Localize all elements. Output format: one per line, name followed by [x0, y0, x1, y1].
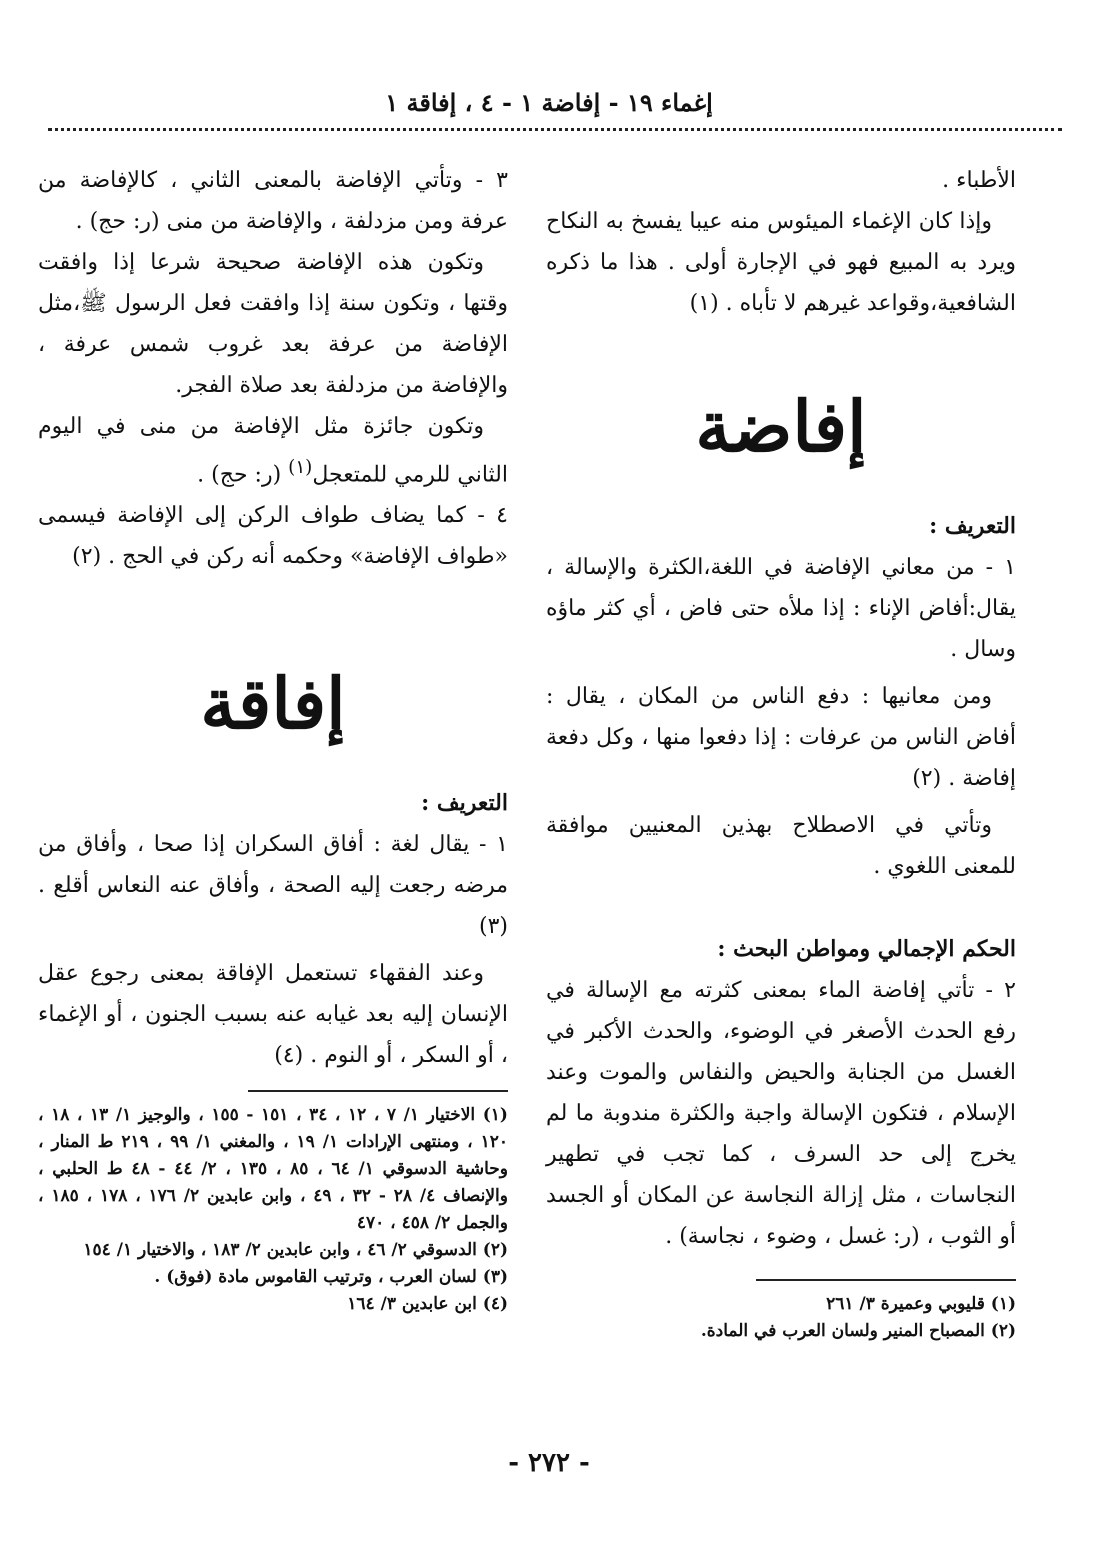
paragraph: ٤ - كما يضاف طواف الركن إلى الإفاضة فيسمى «طواف الإفاضة» وحكمه أنه ركن في الحج . (٢): [38, 503, 508, 570]
definition-heading: التعريف :: [421, 790, 508, 817]
paragraph: وعند الفقهاء تستعمل الإفاقة بمعنى رجوع عقل الإنسان إليه بعد غيابه عنه بسبب الجنون ، أو الإغماء ، أو السكر ، أو النوم . (٤): [38, 961, 508, 1069]
footnote-marker: (١): [288, 457, 313, 478]
footnote-rule: [248, 1090, 508, 1092]
paragraph: ومن معانيها : دفع الناس من المكان ، يقال : أفاض الناس من عرفات : إذا دفعوا منها ، وكل دفعة إفاضة . (٢): [546, 684, 1016, 791]
footnote: (١) الاختيار ١/ ٧ ، ١٢ ، ٣٤ ، ١٥١ - ١٥٥ ، والوجيز ١/ ١٣ ، ١٨ ، ١٢٠ ، ومنتهى الإرادات ١/ ١٩ ، والمغني ١/ ٩٩ ، ٢١٩ ط المنار ، وحاشية الدسوقي ١/ ٦٤ ، ٨٥ ، ١٣٥ ، ٢/ ٤٤ - ٤٨ ط الحلبي ، والإنصاف ٤/ ٢٨ - ٣٢ ، ٤٩ ، وابن عابدين ٢/ ١٧٦ ، ١٧٨ ، ١٨٥ ، والجمل ٢/ ٤٥٨ ، ٤٧٠: [38, 1105, 509, 1234]
paragraph: ٣ - وتأتي الإفاضة بالمعنى الثاني ، كالإفاضة من عرفة ومن مزدلفة ، والإفاضة من منى (ر: حج) .: [38, 168, 508, 234]
entry-title-ifada: إفاضة: [695, 385, 867, 468]
footnote: (٢) الدسوقي ٢/ ٤٦ ، وابن عابدين ٢/ ١٨٣ ، والاختيار ١/ ١٥٤: [83, 1240, 508, 1261]
paragraph: وتأتي في الاصطلاح بهذين المعنيين موافقة للمعنى اللغوي .: [546, 813, 1016, 879]
paragraph-text: (ر: حج) .: [197, 462, 282, 488]
right-column: [546, 160, 1016, 1345]
entry-title-ifaqa: إفاقة: [200, 662, 346, 746]
intro-line: الأطباء .: [942, 168, 1016, 193]
paragraph: [38, 406, 508, 495]
definition-heading: التعريف :: [929, 513, 1016, 539]
footnote-rule: [756, 1279, 1016, 1281]
paragraph: ١ - يقال لغة : أفاق السكران إذا صحا ، وأفاق من مرضه رجعت إليه الصحة ، وأفاق عنه النعاس أقلع . (٣): [38, 832, 508, 940]
page-number: - ٢٧٢ -: [508, 1448, 590, 1478]
footnote: (٤) ابن عابدين ٣/ ١٦٤: [347, 1294, 508, 1315]
left-column: [38, 160, 508, 1318]
header-rule: [48, 128, 1062, 131]
footnote: (٢) المصباح المنير ولسان العرب في المادة.: [700, 1321, 1016, 1341]
paragraph: وتكون هذه الإفاضة صحيحة شرعا إذا وافقت وقتها ، وتكون سنة إذا وافقت فعل الرسول ﷺ،مثل الإفاضة من عرفة بعد غروب شمس عرفة ، والإفاضة من مزدلفة بعد صلاة الفجر.: [38, 250, 508, 398]
ruling-heading: الحكم الإجمالي ومواطن البحث :: [717, 936, 1016, 962]
paragraph-text: وتكون جائزة مثل الإفاضة من منى في اليوم الثاني للرمي للمتعجل: [38, 414, 508, 488]
running-header: إغماء ١٩ - إفاضة ١ - ٤ ، إفاقة ١: [385, 88, 713, 117]
paragraph: ٢ - تأتي إفاضة الماء بمعنى كثرته مع الإسالة في رفع الحدث الأصغر في الوضوء، والحدث الأكبر في الغسل من الجنابة والحيض والنفاس والموت وعند الإسلام ، فتكون الإسالة واجبة والكثرة مندوبة ما لم يخرج إلى حد السرف ، كما تجب في تطهير النجاسات ، مثل إزالة النجاسة عن المكان أو الجسد أو الثوب ، (ر: غسل ، وضوء ، نجاسة) .: [546, 978, 1016, 1249]
intro-paragraph: وإذا كان الإغماء الميئوس منه عيبا يفسخ به النكاح ويرد به المبيع فهو في الإجارة أولى . هذا ما ذكره الشافعية،وقواعد غيرهم لا تأباه . (١): [546, 209, 1016, 316]
footnote: (١) قليوبي وعميرة ٣/ ٢٦١: [826, 1294, 1016, 1314]
paragraph: ١ - من معاني الإفاضة في اللغة،الكثرة والإسالة ، يقال:أفاض الإناء : إذا ملأه حتى فاض ، أي كثر ماؤه وسال .: [546, 555, 1016, 662]
footnote: (٣) لسان العرب ، وترتيب القاموس مادة (فوق) .: [154, 1267, 508, 1288]
